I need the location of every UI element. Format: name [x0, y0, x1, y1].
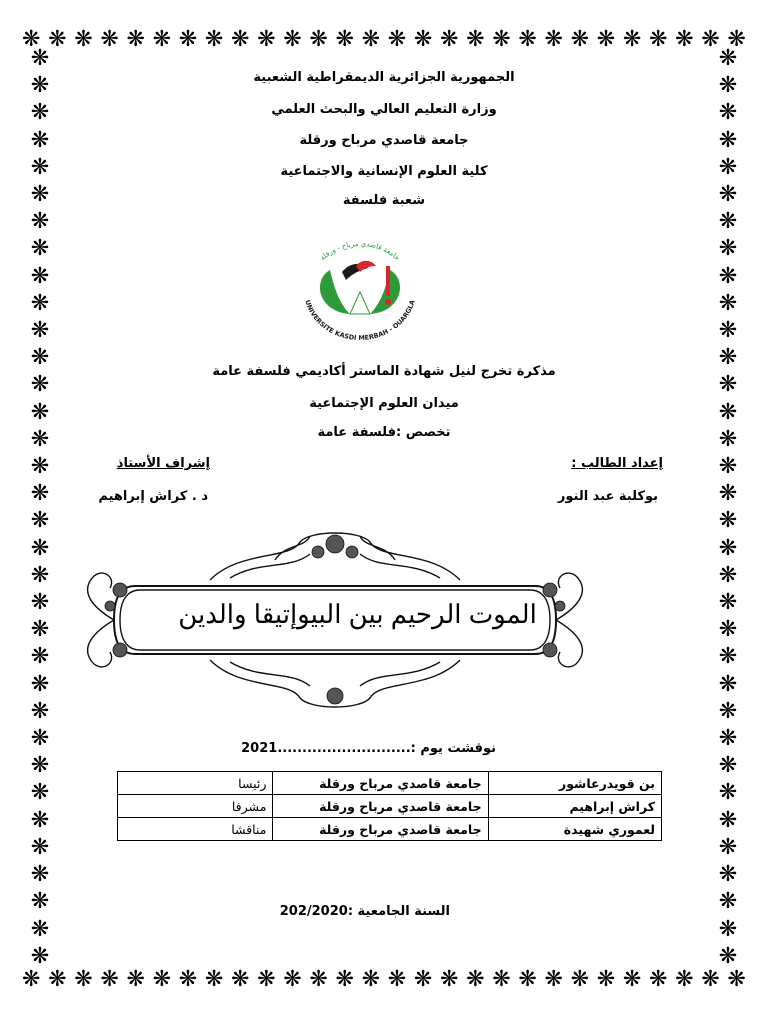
specialty-line: تخصص :فلسفة عامة — [317, 425, 451, 440]
supervisor-name: د . كراش إبراهيم — [98, 489, 208, 504]
border-star-icon: ❋ — [30, 617, 50, 643]
committee-member-university: جامعة قاصدي مرباح ورقلة — [273, 795, 488, 818]
border-star-icon: ❋ — [718, 943, 738, 968]
border-star-icon: ❋ — [30, 236, 50, 262]
border-star-icon: ❋ — [492, 967, 511, 992]
border-star-icon: ❋ — [622, 27, 642, 52]
border-star-icon: ❋ — [718, 780, 738, 806]
border-star-icon: ❋ — [30, 100, 50, 126]
republic-line: الجمهورية الجزائرية الديمقراطية الشعبية — [253, 70, 515, 85]
border-star-icon: ❋ — [701, 27, 720, 52]
border-star-icon: ❋ — [30, 590, 50, 616]
thesis-title: الموت الرحيم بين البيوإتيقا والدين — [178, 598, 537, 629]
border-star-icon: ❋ — [100, 967, 119, 992]
border-star-icon: ❋ — [718, 535, 738, 561]
border-star-icon: ❋ — [309, 967, 328, 992]
border-star-icon: ❋ — [30, 127, 50, 153]
border-star-icon: ❋ — [30, 399, 50, 425]
border-star-icon: ❋ — [335, 27, 354, 52]
border-star-icon: ❋ — [30, 318, 50, 344]
border-star-icon: ❋ — [30, 780, 50, 806]
border-star-icon: ❋ — [718, 290, 738, 316]
logo-latin-arc: UNIVERSITE KASDI MERBAH - OUARGLA — [303, 298, 417, 342]
border-star-icon: ❋ — [30, 182, 50, 208]
border-star-icon: ❋ — [718, 644, 738, 670]
defense-date: نوقشت يوم :...........................2021 — [241, 741, 496, 756]
border-star-icon: ❋ — [30, 807, 50, 833]
border-star-icon: ❋ — [440, 967, 459, 992]
border-star-icon: ❋ — [675, 967, 694, 992]
border-star-icon: ❋ — [718, 127, 738, 153]
border-star-icon: ❋ — [718, 889, 738, 915]
border-star-icon: ❋ — [718, 318, 738, 344]
border-star-icon: ❋ — [718, 671, 738, 697]
border-star-icon: ❋ — [30, 698, 50, 724]
border-star-icon: ❋ — [152, 967, 172, 992]
border-star-icon: ❋ — [570, 27, 590, 52]
border-star-icon: ❋ — [718, 916, 738, 942]
border-star-icon: ❋ — [440, 27, 459, 52]
svg-text:جامعة قاصدي مرباح - ورقلة — [319, 240, 402, 262]
border-star-icon: ❋ — [178, 27, 198, 52]
border-star-icon: ❋ — [178, 967, 198, 992]
border-star-icon: ❋ — [30, 508, 50, 534]
border-star-icon: ❋ — [596, 967, 616, 992]
student-name: بوكلبة عبد النور — [557, 489, 658, 504]
border-star-icon: ❋ — [309, 27, 328, 52]
border-star-icon: ❋ — [718, 209, 738, 235]
committee-table — [117, 771, 662, 841]
border-star-icon: ❋ — [204, 27, 224, 52]
faculty-line: كلية العلوم الإنسانية والاجتماعية — [280, 164, 488, 179]
border-star-icon: ❋ — [718, 834, 738, 860]
border-star-icon: ❋ — [257, 967, 276, 992]
border-star-icon: ❋ — [413, 27, 433, 52]
border-star-icon: ❋ — [387, 967, 407, 992]
committee-member-name: لعموري شهيدة — [488, 818, 661, 841]
border-star-icon: ❋ — [718, 345, 738, 371]
border-star-icon: ❋ — [718, 508, 738, 534]
logo-flame — [356, 261, 376, 272]
logo-arabic-arc: جامعة قاصدي مرباح - ورقلة — [318, 239, 402, 263]
border-star-icon: ❋ — [126, 27, 145, 52]
border-star-icon: ❋ — [30, 48, 50, 71]
border-star-icon: ❋ — [518, 967, 537, 992]
border-star-icon: ❋ — [361, 967, 381, 992]
committee-member-university: جامعة قاصدي مرباح ورقلة — [273, 818, 488, 841]
border-star-icon: ❋ — [718, 481, 738, 507]
border-star-icon: ❋ — [649, 967, 668, 992]
border-star-icon: ❋ — [518, 27, 537, 52]
border-star-icon: ❋ — [30, 889, 50, 915]
border-star-icon: ❋ — [257, 27, 276, 52]
border-star-icon: ❋ — [283, 27, 302, 52]
border-star-icon: ❋ — [152, 27, 172, 52]
border-star-icon: ❋ — [718, 399, 738, 425]
border-left — [22, 48, 58, 968]
border-star-icon: ❋ — [30, 345, 50, 371]
border-star-icon: ❋ — [492, 27, 511, 52]
border-star-icon: ❋ — [718, 73, 738, 99]
border-star-icon: ❋ — [30, 263, 50, 289]
border-star-icon: ❋ — [204, 967, 224, 992]
committee-member-role: مناقشا — [118, 818, 273, 841]
border-star-icon: ❋ — [718, 372, 738, 398]
border-star-icon: ❋ — [30, 209, 50, 235]
border-star-icon: ❋ — [30, 454, 50, 480]
committee-row — [118, 772, 662, 795]
border-star-icon: ❋ — [30, 644, 50, 670]
border-star-icon: ❋ — [30, 862, 50, 888]
border-star-icon: ❋ — [30, 154, 50, 180]
border-star-icon: ❋ — [570, 967, 590, 992]
border-star-icon: ❋ — [30, 753, 50, 779]
border-star-icon: ❋ — [701, 967, 720, 992]
border-star-icon: ❋ — [718, 698, 738, 724]
border-star-icon: ❋ — [30, 481, 50, 507]
border-star-icon: ❋ — [718, 263, 738, 289]
border-star-icon: ❋ — [544, 967, 563, 992]
committee-member-university: جامعة قاصدي مرباح ورقلة — [273, 772, 488, 795]
border-star-icon: ❋ — [231, 967, 250, 992]
border-star-icon: ❋ — [649, 27, 668, 52]
border-star-icon: ❋ — [718, 236, 738, 262]
border-star-icon: ❋ — [126, 967, 145, 992]
border-star-icon: ❋ — [727, 27, 746, 52]
ministry-line: وزارة التعليم العالي والبحث العلمي — [271, 102, 497, 117]
border-star-icon: ❋ — [48, 967, 67, 992]
border-star-icon: ❋ — [361, 27, 381, 52]
border-star-icon: ❋ — [718, 182, 738, 208]
committee-row — [118, 795, 662, 818]
border-star-icon: ❋ — [74, 27, 93, 52]
border-star-icon: ❋ — [30, 290, 50, 316]
supervisor-label: إشراف الأستاذ — [116, 456, 210, 471]
border-star-icon: ❋ — [30, 726, 50, 752]
border-star-icon: ❋ — [718, 100, 738, 126]
memo-line: مذكرة تخرج لنيل شهادة الماستر أكاديمي فلسفة عامة — [212, 364, 556, 379]
border-star-icon: ❋ — [718, 562, 738, 588]
border-bottom — [22, 962, 746, 998]
border-star-icon: ❋ — [30, 426, 50, 452]
border-star-icon: ❋ — [283, 967, 302, 992]
committee-member-name: بن قويدرعاشور — [488, 772, 661, 795]
border-star-icon: ❋ — [30, 671, 50, 697]
university-logo — [290, 232, 430, 342]
border-star-icon: ❋ — [718, 753, 738, 779]
border-top — [22, 22, 746, 58]
border-star-icon: ❋ — [466, 967, 485, 992]
border-star-icon: ❋ — [30, 535, 50, 561]
border-star-icon: ❋ — [413, 967, 433, 992]
committee-row — [118, 818, 662, 841]
border-star-icon: ❋ — [30, 943, 50, 968]
border-star-icon: ❋ — [718, 48, 738, 71]
border-star-icon: ❋ — [48, 27, 67, 52]
border-star-icon: ❋ — [718, 862, 738, 888]
border-star-icon: ❋ — [100, 27, 119, 52]
border-star-icon: ❋ — [30, 73, 50, 99]
border-star-icon: ❋ — [718, 726, 738, 752]
department-line: شعبة فلسفة — [342, 193, 426, 208]
border-star-icon: ❋ — [544, 27, 563, 52]
border-star-icon: ❋ — [30, 562, 50, 588]
border-star-icon: ❋ — [335, 967, 354, 992]
border-star-icon: ❋ — [596, 27, 616, 52]
border-star-icon: ❋ — [466, 27, 485, 52]
border-star-icon: ❋ — [718, 617, 738, 643]
student-label: إعداد الطالب : — [571, 456, 663, 471]
border-star-icon: ❋ — [718, 807, 738, 833]
border-star-icon: ❋ — [30, 834, 50, 860]
border-star-icon: ❋ — [718, 426, 738, 452]
committee-member-role: مشرفا — [118, 795, 273, 818]
border-star-icon: ❋ — [30, 916, 50, 942]
committee-member-role: رئيسا — [118, 772, 273, 795]
academic-year: السنة الجامعية :202/2020 — [279, 904, 450, 919]
field-line: ميدان العلوم الإجتماعية — [309, 396, 459, 411]
logo-right-leaf — [370, 270, 400, 314]
border-star-icon: ❋ — [30, 372, 50, 398]
border-star-icon: ❋ — [718, 154, 738, 180]
border-star-icon: ❋ — [718, 454, 738, 480]
border-star-icon: ❋ — [727, 967, 746, 992]
border-star-icon: ❋ — [622, 967, 642, 992]
border-star-icon: ❋ — [74, 967, 93, 992]
university-line: جامعة قاصدي مرباح ورقلة — [299, 133, 469, 148]
border-star-icon: ❋ — [675, 27, 694, 52]
committee-member-name: كراش إبراهيم — [488, 795, 661, 818]
border-star-icon: ❋ — [387, 27, 407, 52]
border-star-icon: ❋ — [231, 27, 250, 52]
border-star-icon: ❋ — [22, 27, 41, 52]
border-star-icon: ❋ — [22, 967, 41, 992]
border-right — [710, 48, 746, 968]
border-star-icon: ❋ — [718, 590, 738, 616]
